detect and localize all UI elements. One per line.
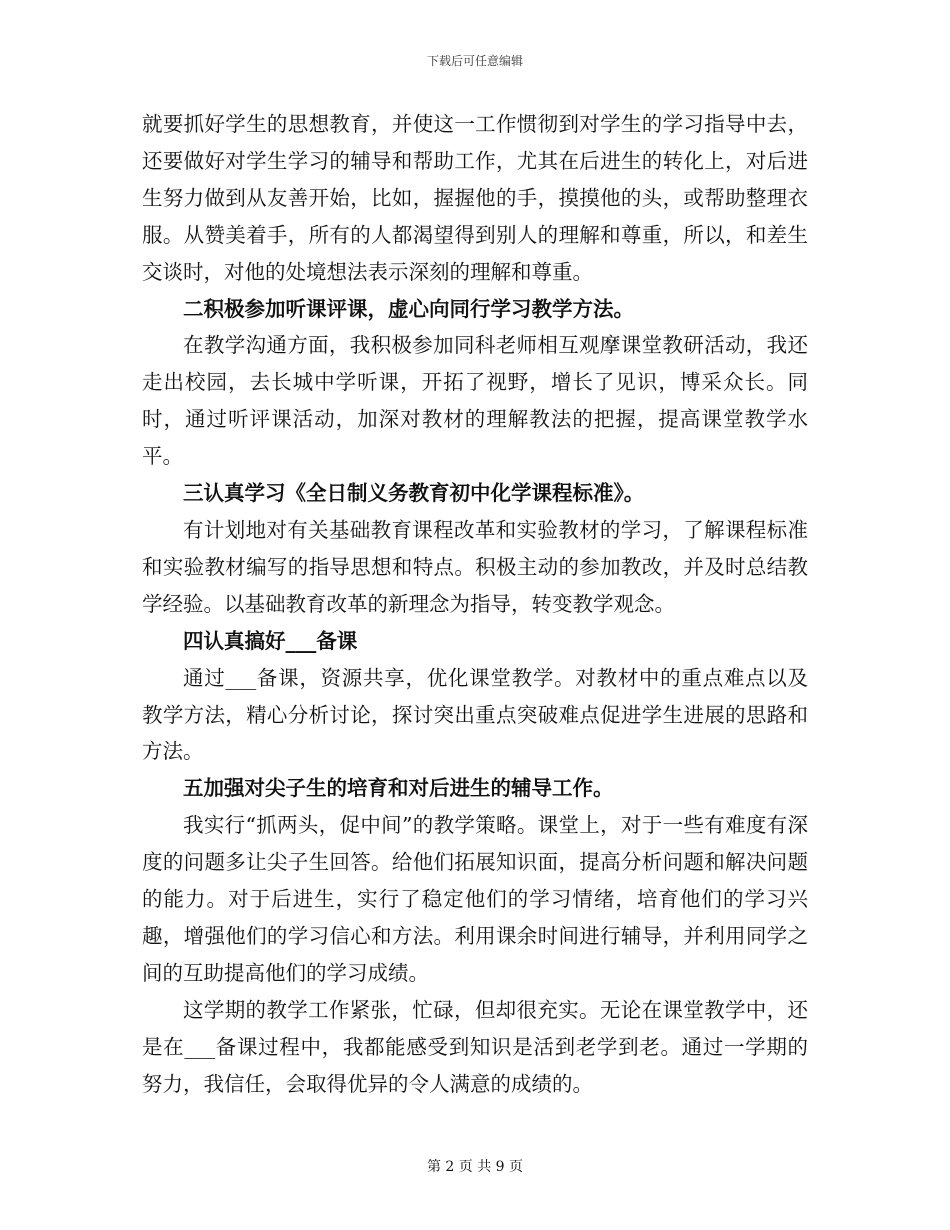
paragraph-section-3: 有计划地对有关基础教育课程改革和实验教材的学习，了解课程标准和实验教材编写的指导思想和特点。积极主动的参加教改，并及时总结教学经验。以基础教育改革的新理念为指导，转变教学观念。 — [142, 517, 808, 616]
paragraph-continuation: 就要抓好学生的思想教育，并使这一工作惯彻到对学生的学习指导中去，还要做好对学生学习的辅导和帮助工作，尤其在后进生的转化上，对后进生努力做到从友善开始，比如，握握他的手，摸摸他的头，或帮助整理衣服。从赞美着手，所有的人都渴望得到别人的理解和尊重，所以，和差生交谈时，对他的处境想法表示深刻的理解和尊重。 — [142, 112, 808, 284]
paragraph-section-5: 我实行“抓两头，促中间”的教学策略。课堂上，对于一些有难度有深度的问题多让尖子生回答。给他们拓展知识面，提高分析问题和解决问题的能力。对于后进生，实行了稳定他们的学习情绪，培育他们的学习兴趣，增强他们的学习信心和方法。利用课余时间进行辅导，并利用同学之间的互助提高他们的学习成绩。 — [142, 813, 808, 985]
document-body — [142, 106, 808, 1102]
section-heading-4: 四认真搞好___备课 — [183, 628, 358, 653]
page-header: 下载后可任意编辑 — [426, 54, 523, 68]
page-number: 第 2 页 共 9 页 — [426, 1159, 524, 1175]
paragraph-section-4: 通过___备课，资源共享，优化课堂教学。对教材中的重点难点以及教学方法，精心分析讨论，探讨突出重点突破难点促进学生进展的思路和方法。 — [142, 665, 808, 764]
paragraph-section-2: 在教学沟通方面，我积极参加同科老师相互观摩课堂教研活动，我还走出校园，去长城中学听课，开拓了视野，增长了见识，博采众长。同时，通过听评课活动，加深对教材的理解教法的把握，提高课堂教学水平。 — [142, 333, 808, 469]
section-heading-3: 三认真学习《全日制义务教育初中化学课程标准》。 — [183, 481, 645, 506]
paragraph-conclusion: 这学期的教学工作紧张，忙碌，但却很充实。无论在课堂教学中，还是在___备课过程中，我都能感受到知识是活到老学到老。通过一学期的努力，我信任，会取得优异的令人满意的成绩的。 — [142, 997, 808, 1096]
section-heading-2: 二积极参加听课评课，虚心向同行学习教学方法。 — [183, 296, 634, 321]
section-heading-5: 五加强对尖子生的培育和对后进生的辅导工作。 — [183, 776, 614, 801]
